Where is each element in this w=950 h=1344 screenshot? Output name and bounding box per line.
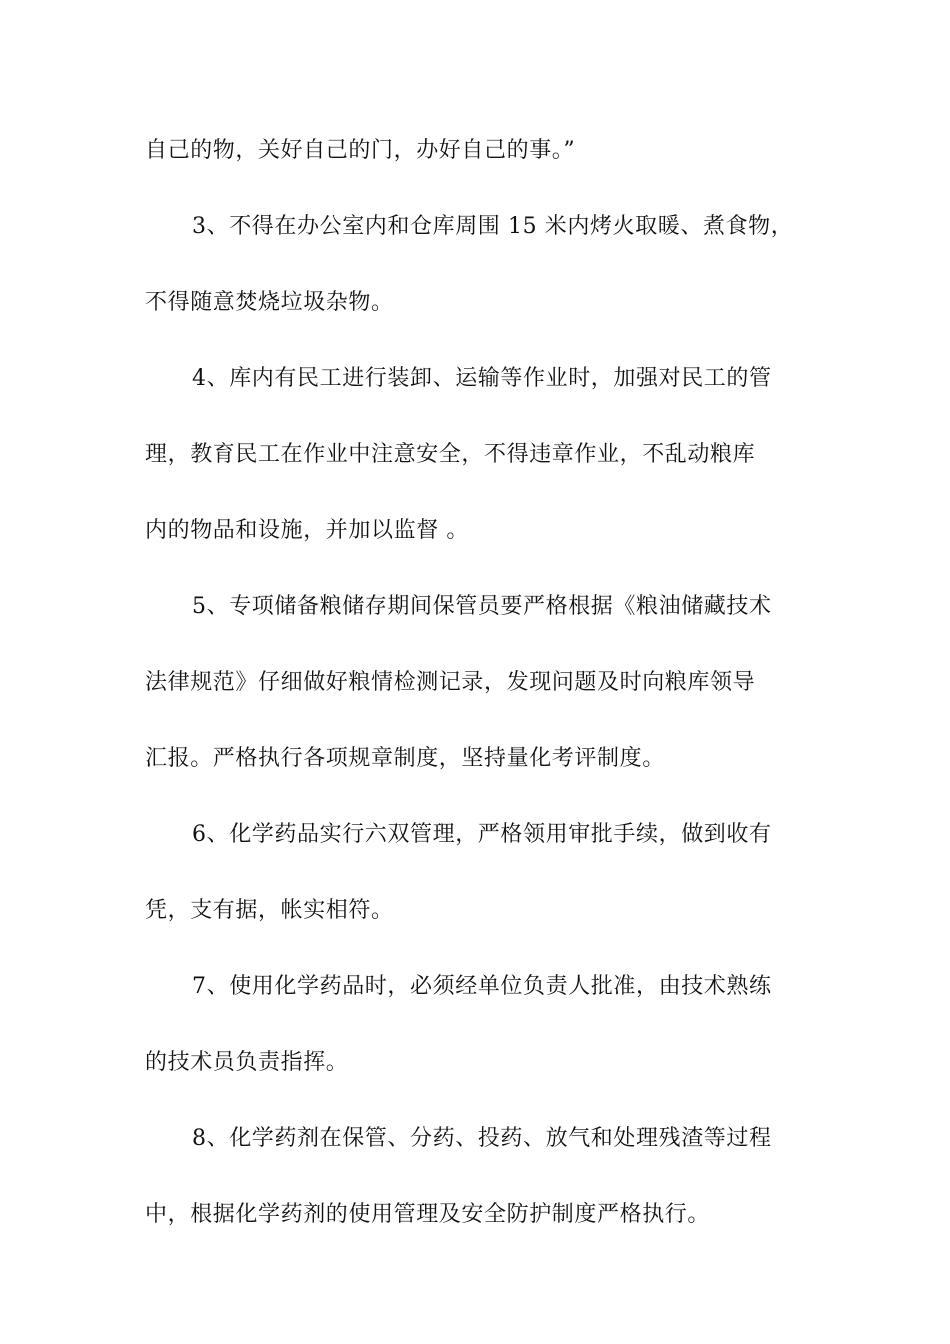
item-7-line-2: 的技术员负责指挥。	[145, 1050, 349, 1075]
item-8-line-2: 中，根据化学药剂的使用管理及安全防护制度严格执行。	[145, 1202, 711, 1227]
text-line-continuation: 自己的物，关好自己的门，办好自己的事。”	[145, 138, 576, 163]
item-8-line-1: 8、化学药剂在保管、分药、投药、放气和处理残渣等过程	[192, 1126, 772, 1151]
item-5-line-1: 5、专项储备粮储存期间保管员要严格根据《粮油储藏技术	[192, 594, 772, 619]
item-7-line-1: 7、使用化学药品时，必须经单位负责人批准，由技术熟练	[192, 974, 772, 999]
item-4-line-3: 内的物品和设施，并加以监督 。	[145, 518, 469, 543]
item-3-line-1: 3、不得在办公室内和仓库周围 15 米内烤火取暖、煮食物，	[192, 214, 794, 239]
item-4-line-1: 4、库内有民工进行装卸、运输等作业时，加强对民工的管	[192, 366, 772, 391]
item-6-line-2: 凭，支有据，帐实相符。	[145, 898, 394, 923]
item-5-line-3: 汇报。严格执行各项规章制度，坚持量化考评制度。	[145, 746, 665, 771]
item-3-line-2: 不得随意焚烧垃圾杂物。	[145, 290, 394, 315]
item-6-line-1: 6、化学药品实行六双管理，严格领用审批手续，做到收有	[192, 822, 772, 847]
item-4-line-2: 理，教育民工在作业中注意安全，不得违章作业，不乱动粮库	[145, 442, 756, 467]
item-5-line-2: 法律规范》仔细做好粮情检测记录，发现问题及时向粮库领导	[145, 670, 756, 695]
